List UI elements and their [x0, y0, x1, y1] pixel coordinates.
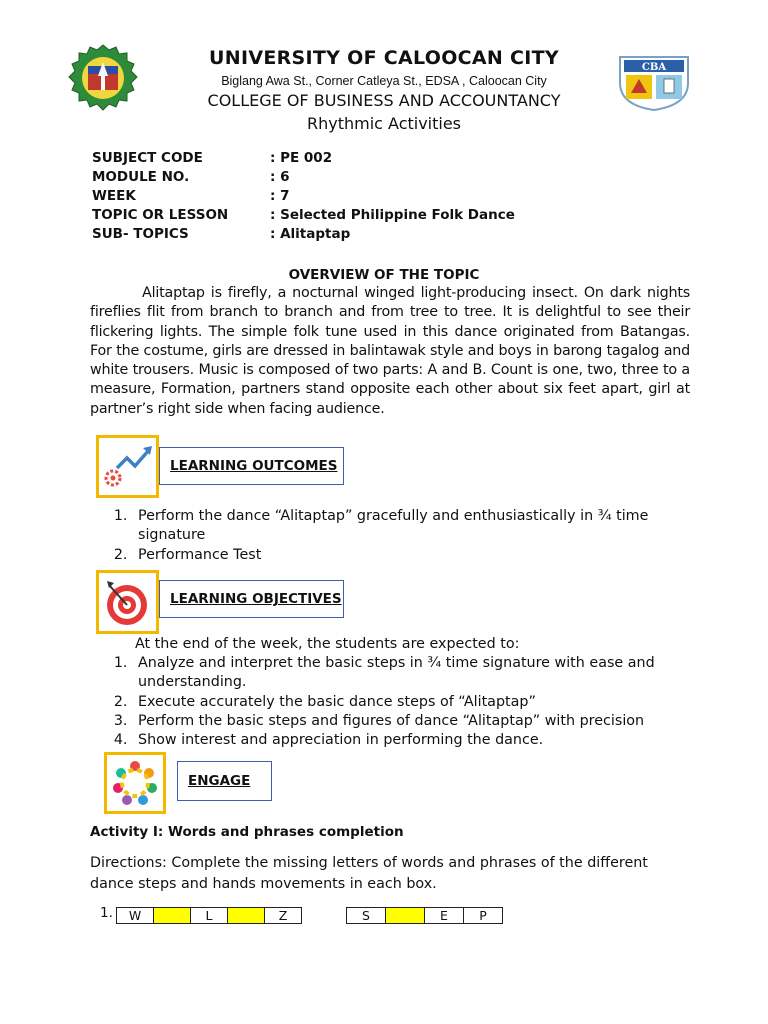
info-value: : 6: [270, 169, 290, 185]
activity-title: Activity I: Words and phrases completion: [90, 824, 404, 840]
info-value: : PE 002: [270, 150, 333, 166]
letter-cell: P: [464, 908, 503, 924]
target-icon: [96, 570, 159, 634]
list-item: 2. Execute accurately the basic dance steps of “Alitaptap”: [132, 693, 672, 712]
list-item: 1. Analyze and interpret the basic steps in ¾ time signature with ease and understanding.: [132, 654, 672, 693]
letter-cell: E: [425, 908, 464, 924]
overview-text: Alitaptap is firefly, a nocturnal winged light-producing insect. On dark nights fireflies flit from branch to branch and from tree to tree. It is delightful to see their flickering lights. The simple folk tune used in this dance originated from Batangas. For the costume, girls are dressed in balintawak style and boys in barong tagalog and white trousers. Music is composed of two parts: A and B. Count is one, two, three to a measure, Formation, partners stand opposite each other about six feet apart, girl at partner’s right side when facing audience.: [90, 285, 690, 417]
university-address: Biglang Awa St., Corner Catleya St., EDSA , Caloocan City: [221, 74, 547, 88]
list-item: 4. Show interest and appreciation in performing the dance.: [132, 731, 672, 750]
list-item: 1. Perform the dance “Alitaptap” gracefully and enthusiastically in ¾ time signature: [132, 507, 672, 546]
activity-directions: Directions: Complete the missing letters of words and phrases of the different dance steps and hands movements in each box.: [90, 855, 648, 892]
university-name: UNIVERSITY OF CALOOCAN CITY: [209, 47, 559, 69]
info-value: : 7: [270, 188, 290, 204]
growth-chart-icon: [96, 435, 159, 498]
letter-cell: W: [117, 908, 154, 924]
blank-letter-cell[interactable]: [228, 908, 265, 924]
outcomes-list: [112, 507, 672, 565]
letter-cell: L: [191, 908, 228, 924]
overview-paragraph: [90, 284, 690, 419]
objectives-intro: At the end of the week, the students are expected to:: [135, 636, 520, 652]
course-title: Rhythmic Activities: [306, 114, 462, 133]
row-number: 1.: [100, 905, 113, 921]
word-box-2: [346, 907, 503, 924]
engage-label: ENGAGE: [177, 761, 272, 801]
word-box-1: [116, 907, 302, 924]
blank-letter-cell[interactable]: [386, 908, 425, 924]
cba-logo-text: CBA: [641, 62, 667, 73]
info-value: : Selected Philippine Folk Dance: [270, 207, 515, 223]
overview-title: OVERVIEW OF THE TOPIC: [288, 267, 480, 283]
learning-outcomes-label: LEARNING OUTCOMES: [159, 447, 344, 485]
info-value: : Alitaptap: [270, 226, 351, 242]
letter-cell: Z: [265, 908, 302, 924]
info-key: MODULE NO.: [92, 169, 190, 185]
list-item: 2. Performance Test: [132, 546, 672, 565]
info-key: SUB- TOPICS: [92, 226, 189, 242]
blank-letter-cell[interactable]: [154, 908, 191, 924]
learning-objectives-label: LEARNING OBJECTIVES: [159, 580, 344, 618]
info-key: SUBJECT CODE: [92, 150, 203, 166]
list-item: 3. Perform the basic steps and figures of dance “Alitaptap” with precision: [132, 712, 672, 731]
info-key: TOPIC OR LESSON: [92, 207, 229, 223]
letter-cell: S: [347, 908, 386, 924]
info-key: WEEK: [92, 188, 136, 204]
college-name: COLLEGE OF BUSINESS AND ACCOUNTANCY: [207, 91, 561, 110]
objectives-list: [112, 654, 672, 750]
team-circle-icon: [104, 752, 166, 814]
